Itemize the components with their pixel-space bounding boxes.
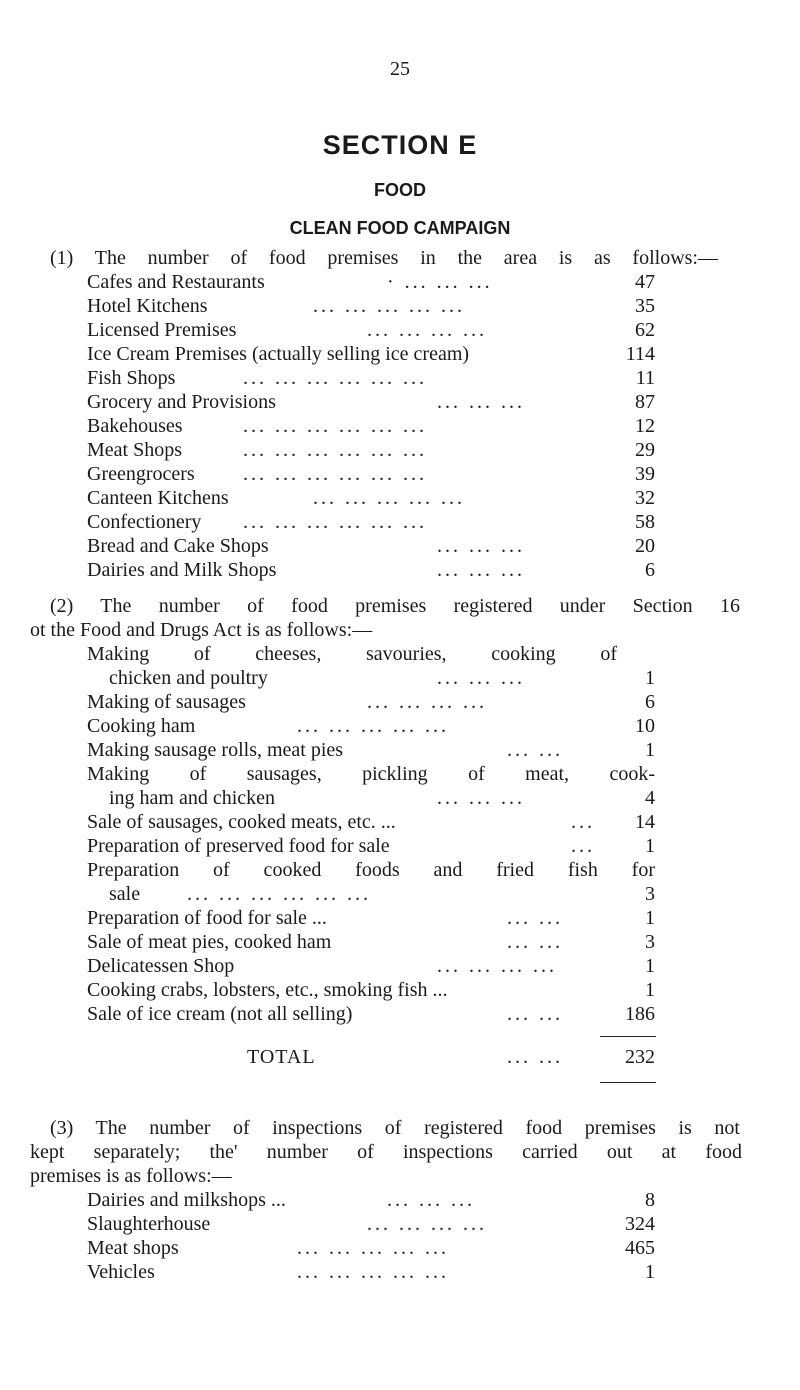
leader-dots: ... ...	[507, 739, 563, 761]
premises-count: 35	[635, 295, 655, 317]
part3-intro-line3: premises is as follows:—	[30, 1165, 232, 1187]
leader-dots: ... ... ... ... ... ...	[243, 415, 427, 437]
part1-intro: (1) The number of food premises in the area is as follows:—	[50, 247, 718, 269]
leader-dots: ...	[571, 835, 595, 857]
registration-count: 186	[625, 1003, 655, 1025]
registration-count: 10	[635, 715, 655, 737]
part3-intro-line2: kept separately; the' number of inspections carried out at food	[30, 1141, 742, 1163]
total-bottom-rule	[600, 1082, 656, 1083]
premises-label: Cafes and Restaurants	[87, 271, 265, 293]
premises-label: Licensed Premises	[87, 319, 237, 341]
premises-count: 58	[635, 511, 655, 533]
registration-label: sale	[109, 883, 141, 905]
leader-dots: ... ...	[507, 931, 563, 953]
registration-count: 1	[645, 907, 655, 929]
registration-label: ing ham and chicken	[109, 787, 276, 809]
registration-label: Delicatessen Shop	[87, 955, 235, 977]
part3-intro-line1: (3) The number of inspections of registered food premises is not	[50, 1117, 740, 1139]
leader-dots: ...	[571, 811, 595, 833]
registration-count: 3	[645, 883, 655, 905]
leader-dots: ... ... ...	[437, 391, 525, 413]
premises-label: Canteen Kitchens	[87, 487, 229, 509]
leader-dots: ... ... ... ... ... ...	[243, 439, 427, 461]
total-top-rule	[600, 1036, 656, 1037]
registration-count: 1	[645, 979, 655, 1001]
premises-count: 32	[635, 487, 655, 509]
premises-label: Grocery and Provisions	[87, 391, 276, 413]
registration-count: 1	[645, 835, 655, 857]
registration-label: Sale of sausages, cooked meats, etc. ...	[87, 811, 396, 833]
total-label: TOTAL	[247, 1046, 316, 1068]
registration-label: Making of sausages	[87, 691, 246, 713]
leader-dots: ... ... ... ... ...	[297, 715, 449, 737]
leader-dots: ... ... ...	[387, 1189, 475, 1211]
registration-count: 1	[645, 739, 655, 761]
premises-count: 20	[635, 535, 655, 557]
leader-dots: ... ... ... ... ... ...	[243, 511, 427, 533]
leader-dots: ... ... ... ...	[367, 319, 487, 341]
premises-label: Fish Shops	[87, 367, 176, 389]
leader-dots: ... ...	[507, 1046, 563, 1068]
total-value: 232	[625, 1046, 655, 1068]
premises-count: 11	[635, 367, 655, 389]
registration-count: 4	[645, 787, 655, 809]
registration-label: Making sausage rolls, meat pies	[87, 739, 344, 761]
leader-dots: ... ... ... ...	[367, 1213, 487, 1235]
part2-intro-line2: ot the Food and Drugs Act is as follows:—	[30, 619, 373, 641]
registration-label: Preparation of preserved food for sale	[87, 835, 390, 857]
leader-dots: · ... ... ...	[387, 271, 493, 293]
leader-dots: ... ... ... ... ...	[297, 1237, 449, 1259]
registration-label: Sale of meat pies, cooked ham	[87, 931, 332, 953]
registration-label: Making of sausages, pickling of meat, cook-	[87, 763, 655, 785]
registration-count: 1	[645, 667, 655, 689]
leader-dots: ... ... ... ... ...	[297, 1261, 449, 1283]
leader-dots: ... ... ... ... ... ...	[243, 463, 427, 485]
premises-label: Bakehouses	[87, 415, 183, 437]
registration-label: Preparation of cooked foods and fried fish for	[87, 859, 655, 881]
leader-dots: ... ... ... ...	[437, 955, 557, 977]
registration-label: Making of cheeses, savouries, cooking of	[87, 643, 617, 665]
part2-intro-line1: (2) The number of food premises registered under Section 16	[50, 595, 740, 617]
leader-dots: ... ... ... ... ... ...	[187, 883, 371, 905]
premises-count: 29	[635, 439, 655, 461]
registration-count: 3	[645, 931, 655, 953]
registration-label: Preparation of food for sale ...	[87, 907, 327, 929]
premises-label: Dairies and Milk Shops	[87, 559, 277, 581]
page-number: 25	[390, 58, 410, 80]
premises-count: 6	[645, 559, 655, 581]
inspection-label: Dairies and milkshops ...	[87, 1189, 286, 1211]
inspection-count: 8	[645, 1189, 655, 1211]
leader-dots: ... ... ... ... ...	[313, 487, 465, 509]
leader-dots: ... ... ...	[437, 667, 525, 689]
inspection-label: Slaughterhouse	[87, 1213, 211, 1235]
registration-count: 14	[635, 811, 655, 833]
inspection-count: 465	[625, 1237, 655, 1259]
campaign-heading: CLEAN FOOD CAMPAIGN	[289, 218, 511, 238]
leader-dots: ... ...	[507, 907, 563, 929]
food-heading: FOOD	[374, 180, 426, 200]
premises-count: 47	[635, 271, 655, 293]
premises-label: Greengrocers	[87, 463, 195, 485]
premises-count: 114	[625, 343, 655, 365]
inspection-label: Meat shops	[87, 1237, 179, 1259]
registration-count: 6	[645, 691, 655, 713]
inspection-label: Vehicles	[87, 1261, 155, 1283]
registration-label: Cooking crabs, lobsters, etc., smoking fish ...	[87, 979, 448, 1001]
inspection-count: 324	[625, 1213, 655, 1235]
premises-count: 12	[635, 415, 655, 437]
leader-dots: ... ... ...	[437, 559, 525, 581]
leader-dots: ... ... ... ... ... ...	[243, 367, 427, 389]
leader-dots: ... ... ... ... ...	[313, 295, 465, 317]
inspection-count: 1	[645, 1261, 655, 1283]
registration-label: chicken and poultry	[109, 667, 268, 689]
premises-count: 87	[635, 391, 655, 413]
leader-dots: ... ... ... ...	[367, 691, 487, 713]
premises-label: Ice Cream Premises (actually selling ice cream)	[87, 343, 470, 365]
premises-count: 62	[635, 319, 655, 341]
registration-label: Cooking ham	[87, 715, 196, 737]
premises-count: 39	[635, 463, 655, 485]
registration-count: 1	[645, 955, 655, 977]
premises-label: Meat Shops	[87, 439, 182, 461]
leader-dots: ... ...	[507, 1003, 563, 1025]
leader-dots: ... ... ...	[437, 787, 525, 809]
premises-label: Confectionery	[87, 511, 202, 533]
premises-label: Bread and Cake Shops	[87, 535, 269, 557]
registration-label: Sale of ice cream (not all selling)	[87, 1003, 353, 1025]
premises-label: Hotel Kitchens	[87, 295, 208, 317]
leader-dots: ... ... ...	[437, 535, 525, 557]
section-title: SECTION E	[322, 130, 478, 160]
